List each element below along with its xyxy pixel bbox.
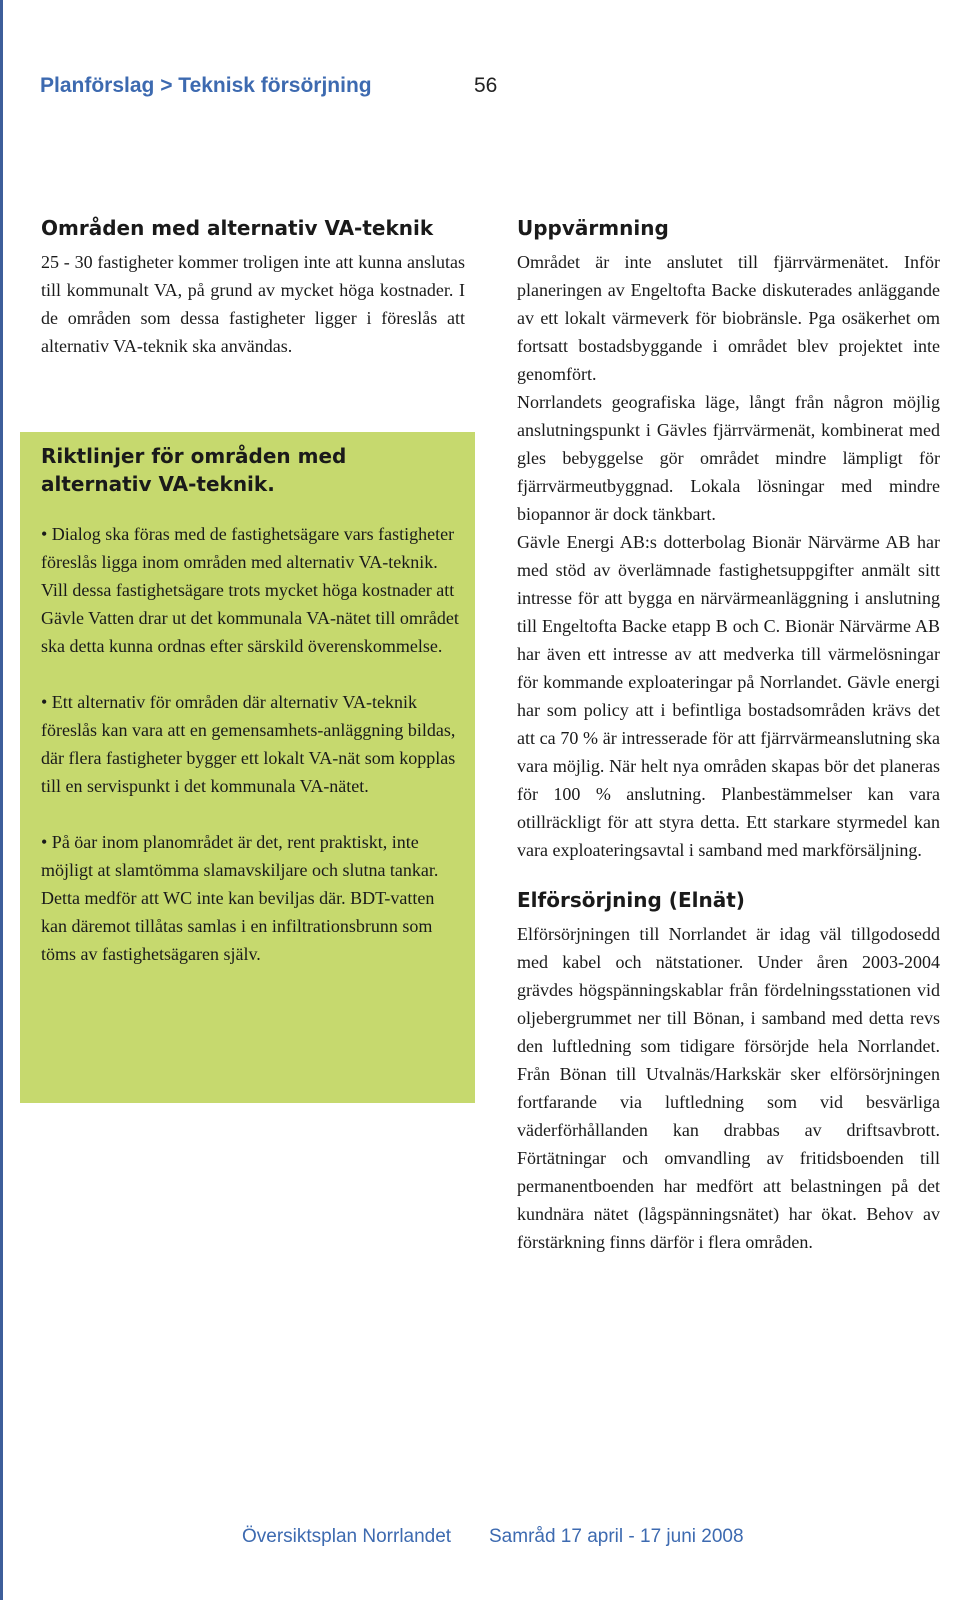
paragraph-heating: Gävle Energi AB:s dotterbolag Bionär Närvärme AB har med stöd av överlämnade fastighetsuppgifter anmält sitt intresse för att bygga en närvärmeanläggning i anslutning till Engeltofta Backe etapp B och C. Bionär Närvärme AB har även ett intresse av att medverka till värmelösningar för kommande exploateringar på Norrlandet. Gävle energi har som policy att i befintliga bostadsområden krävs det att ca 70 % är intresserade för att fjärrvärmeanslutning ska vara möjlig. När helt nya områden skapas bör det planeras för 100 % anslutning. Planbestämmelser kan vara otillräckligt för att styra detta. Ett starkare styrmedel kan vara exploateringsavtal i samband med markförsäljning. <box>517 532 940 860</box>
guideline-bullet: • På öar inom planområdet är det, rent praktiskt, inte möjligt at slamtömma slamavskiljare och slutna tankar. Detta medför att WC inte kan beviljas där. BDT-vatten kan däremot tillåtas samlas i en infiltrationsbrunn som töms av fastighetsägaren själv. <box>41 832 439 964</box>
right-column <box>517 214 940 1256</box>
page-footer <box>0 1526 960 1552</box>
guidelines-heading: Riktlinjer för områden med alternativ VA-teknik. <box>41 444 347 496</box>
guideline-bullet: • Ett alternativ för områden där alternativ VA-teknik föreslås kan vara att en gemensamhets-anläggning bildas, där flera fastigheter bygger ett lokalt VA-nät som kopplas till en servispunkt i det kommunala VA-nätet. <box>41 692 456 796</box>
guidelines-box <box>20 432 475 1103</box>
page-number: 56 <box>474 74 498 97</box>
guideline-bullet: • Dialog ska föras med de fastighetsägare vars fastigheter föreslås ligga inom områden med alternativ VA-teknik. Vill dessa fastighetsägare trots mycket höga kostnader att Gävle Vatten drar ut det kommunala VA-nätet till området ska detta kunna ordnas efter särskild överenskommelse. <box>41 524 459 656</box>
paragraph-heating: Norrlandets geografiska läge, långt från någron möjlig anslutningspunkt i Gävles fjärrvärmenät, kombinerat med gles bebyggelse gör området mindre lämpligt för fjärrvärmeutbyggnad. Lokala lösningar med mindre biopannor är dock tänkbart. <box>517 392 940 524</box>
paragraph-alt-va: 25 - 30 fastigheter kommer troligen inte att kunna anslutas till kommunalt VA, på grund av mycket höga kostnader. I de områden som dessa fastigheter ligger i föreslås att alternativ VA-teknik ska användas. <box>41 252 465 356</box>
left-column <box>41 214 465 360</box>
footer-consultation-dates: Samråd 17 april - 17 juni 2008 <box>489 1526 744 1547</box>
section-heading-heating: Uppvärmning <box>517 216 669 240</box>
breadcrumb: Planförslag > Teknisk försörjning <box>40 74 372 97</box>
footer-document-title: Översiktsplan Norrlandet <box>242 1526 452 1547</box>
paragraph-power: Elförsörjningen till Norrlandet är idag väl tillgodosedd med kabel och nätstationer. Under åren 2003-2004 grävdes högspänningskablar från fördelningsstationen vid oljebergrummet ner till Bönan, i samband med detta revs den luftledning som tidigare försörjde hela Norrlandet. Från Bönan till Utvalnäs/Harkskär sker elförsörjningen fortfarande via luftledning som vid besvärliga väderförhållanden kan drabbas av driftsavbrott. Förtätningar och omvandling av fritidsboenden till permanentboenden har medfört att belastningen på det kundnära nätet (lågspänningsnätet) har ökat. Behov av förstärkning finns därför i flera områden. <box>517 924 940 1252</box>
page-header <box>40 74 640 104</box>
section-heading-power: Elförsörjning (Elnät) <box>517 888 745 912</box>
left-margin-rule <box>0 0 3 1600</box>
paragraph-heating: Området är inte anslutet till fjärrvärmenätet. Inför planeringen av Engeltofta Backe diskuterades anläggande av ett lokalt värmeverk för biobränsle. Pga osäkerhet om fortsatt bostadsbyggande i området blev projektet inte genomfört. <box>517 252 940 384</box>
section-heading-alt-va: Områden med alternativ VA-teknik <box>41 216 434 240</box>
